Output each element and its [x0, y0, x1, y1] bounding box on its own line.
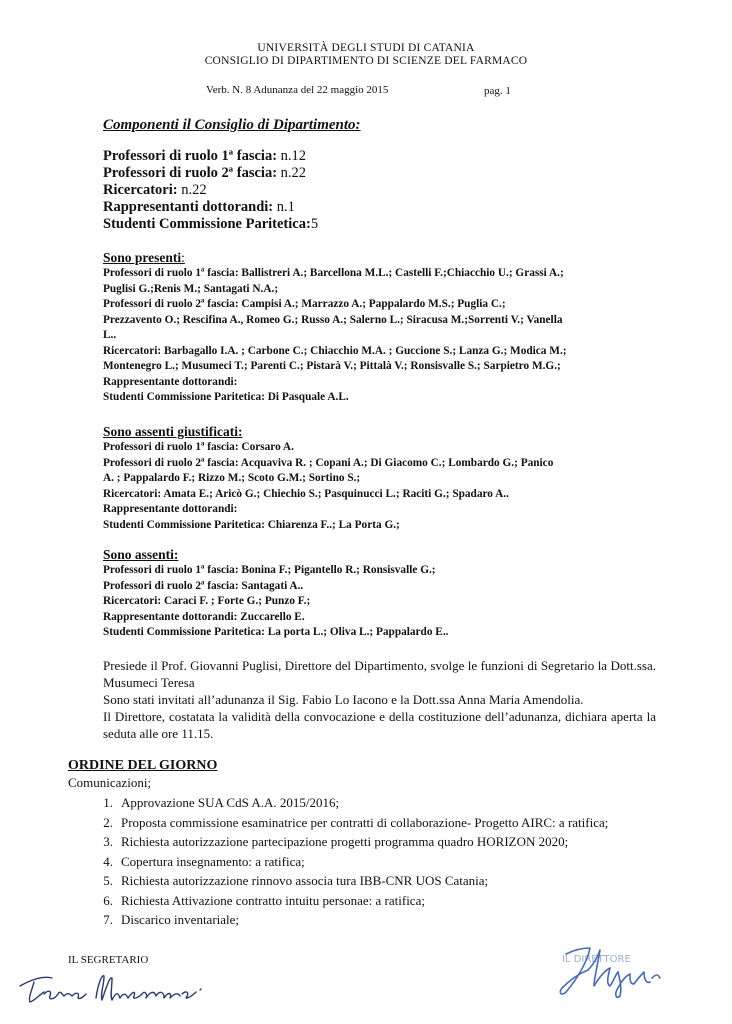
giustificati-line: Ricercatori: Amata E.; Aricò G.; Chiechio S.; Pasquinucci L.; Raciti G.; Spadaro A..: [103, 487, 509, 500]
giustificati-line: Professori di ruolo 1ª fascia: Corsaro A.: [103, 441, 294, 453]
agenda-text: Proposta commissione esaminatrice per contratti di collaborazione- Progetto AIRC: a ratifica;: [121, 814, 609, 830]
giustificati-section: [103, 424, 655, 533]
count-value: n.22: [277, 165, 307, 181]
presenti-line: Puglisi G.;Renis M.; Santagati N.A.;: [103, 282, 279, 295]
agenda-text: Richiesta autorizzazione partecipazione progetti programma quadro HORIZON 2020;: [121, 834, 569, 849]
count-row: [103, 165, 318, 182]
presenti-line: Ricercatori: Barbagallo I.A. ; Carbone C.; Chiacchio M.A. ; Guccione S.; Lanza G.; Modica M.;: [103, 344, 567, 357]
count-row: [103, 199, 318, 216]
assenti-line: Rappresentante dottorandi: Zuccarello E.: [103, 610, 305, 623]
council-name: CONSIGLIO DI DIPARTIMENTO DI SCIENZE DEL FARMACO: [204, 55, 528, 67]
ordine-title: ORDINE DEL GIORNO: [68, 758, 218, 773]
verbale-reference: Verb. N. 8 Adunanza del 22 maggio 2015: [206, 84, 389, 96]
presenti-line: L..: [103, 329, 117, 341]
presenti-line: Professori di ruolo 1ª fascia: Ballistreri A.; Barcellona M.L.; Castelli F.;Chiacchio U.; Grassi A.;: [103, 267, 564, 279]
agenda-number: 5.: [103, 873, 113, 888]
meeting-prose: [103, 657, 656, 742]
comunicazioni-label: Comunicazioni;: [68, 775, 152, 790]
giustificati-line: Studenti Commissione Paritetica: Chiarenza F..; La Porta G.;: [103, 518, 400, 531]
giustificati-line: Rappresentante dottorandi:: [103, 503, 238, 515]
count-row: [103, 182, 318, 199]
agenda-text: Approvazione SUA CdS A.A. 2015/2016;: [121, 795, 340, 810]
presenti-line: Studenti Commissione Paritetica: Di Pasquale A.L.: [103, 391, 349, 403]
prose-paragraph: Sono stati invitati all’adunanza il Sig. Fabio Lo Iacono e la Dott.ssa Anna Maria Amendolia.: [103, 692, 584, 707]
agenda-item: [80, 813, 660, 833]
giustificati-title: Sono assenti giustificati:: [103, 424, 243, 439]
count-value: n.22: [177, 182, 207, 198]
count-row: [103, 148, 318, 165]
presenti-line: Professori di ruolo 2ª fascia: Campisi A.; Marrazzo A.; Pappalardo M.S.; Puglia C.;: [103, 298, 506, 310]
assenti-line: Ricercatori: Caraci F. ; Forte G.; Punzo F.;: [103, 595, 311, 607]
presenti-section: [103, 250, 655, 406]
agenda-list: [80, 793, 660, 930]
count-value: n.1: [273, 199, 295, 215]
count-label: Professori di ruolo 2ª fascia:: [103, 165, 278, 181]
agenda-number: 6.: [103, 892, 113, 908]
agenda-item: [80, 910, 660, 930]
giustificati-line: Professori di ruolo 2ª fascia: Acquaviva R. ; Copani A.; Di Giacomo C.; Lombardo G.; Panico: [103, 456, 554, 469]
componenti-counts: [103, 148, 318, 233]
agenda-item: [80, 891, 660, 911]
secretario-label: IL SEGRETARIO: [68, 954, 149, 966]
agenda-text: Discarico inventariale;: [121, 912, 240, 927]
agenda-number: 3.: [103, 834, 113, 849]
prose-paragraph: Il Direttore, costatata la validità della convocazione e della costituzione dell’adunanza, dichiara aperta la seduta alle ore 11.15.: [103, 709, 656, 741]
direttore-stamp-text: IL DIRETTORE: [562, 954, 631, 965]
count-label: Ricercatori:: [103, 182, 178, 198]
presenti-line: Prezzavento O.; Rescifina A., Romeo G.; Russo A.; Salerno L.; Siracusa M.;Sorrenti V.; Vanella: [103, 313, 563, 326]
direttore-signature-stamp: [548, 934, 678, 1004]
count-value: 5: [310, 216, 319, 232]
secretario-signature: [14, 964, 214, 1014]
agenda-number: 4.: [103, 853, 113, 869]
giustificati-line: A. ; Pappalardo F.; Rizzo M.; Scoto G.M.; Sortino S.;: [103, 472, 361, 484]
agenda-number: 1.: [103, 795, 113, 810]
agenda-text: Richiesta autorizzazione rinnovo associa tura IBB-CNR UOS Catania;: [121, 873, 489, 888]
count-value: n.12: [277, 148, 307, 164]
presenti-line: Rappresentante dottorandi:: [103, 375, 238, 388]
assenti-title: Sono assenti:: [103, 547, 179, 562]
page-number: pag. 1: [484, 85, 511, 97]
document-header: [0, 42, 732, 68]
agenda-number: 2.: [103, 814, 113, 830]
agenda-item: [80, 871, 660, 891]
count-label: Rappresentanti dottorandi:: [103, 199, 274, 215]
university-name: UNIVERSITÀ DEGLI STUDI DI CATANIA: [257, 42, 475, 54]
count-row: [103, 216, 318, 233]
assenti-section: [103, 547, 655, 641]
assenti-line: Professori di ruolo 1ª fascia: Bonina F.; Pigantello R.; Ronsisvalle G.;: [103, 564, 436, 576]
prose-paragraph: Presiede il Prof. Giovanni Puglisi, Direttore del Dipartimento, svolge le funzioni di Segretario la Dott.ssa. Musumeci Teresa: [103, 658, 656, 690]
agenda-item: [80, 852, 660, 872]
assenti-line: Studenti Commissione Paritetica: La porta L.; Oliva L.; Pappalardo E..: [103, 626, 449, 638]
agenda-item: [80, 832, 660, 852]
presenti-line: Montenegro L.; Musumeci T.; Parenti C.; Pistarà V.; Pittalà V.; Ronsisvalle S.; Sarpietro M.G.;: [103, 360, 561, 372]
agenda-text: Richiesta Attivazione contratto intuitu personae: a ratifica;: [121, 892, 425, 908]
count-label: Professori di ruolo 1ª fascia:: [103, 148, 278, 164]
presenti-title: [103, 250, 655, 266]
agenda-text: Copertura insegnamento: a ratifica;: [121, 853, 305, 869]
count-label: Studenti Commissione Paritetica:: [103, 216, 311, 232]
presenti-title-colon: :: [181, 250, 185, 265]
presenti-title-text: Sono presenti: [103, 250, 182, 265]
assenti-line: Professori di ruolo 2ª fascia: Santagati A..: [103, 579, 304, 592]
componenti-title: Componenti il Consiglio di Dipartimento:: [103, 117, 361, 133]
agenda-number: 7.: [103, 912, 113, 927]
agenda-item: [80, 793, 660, 813]
